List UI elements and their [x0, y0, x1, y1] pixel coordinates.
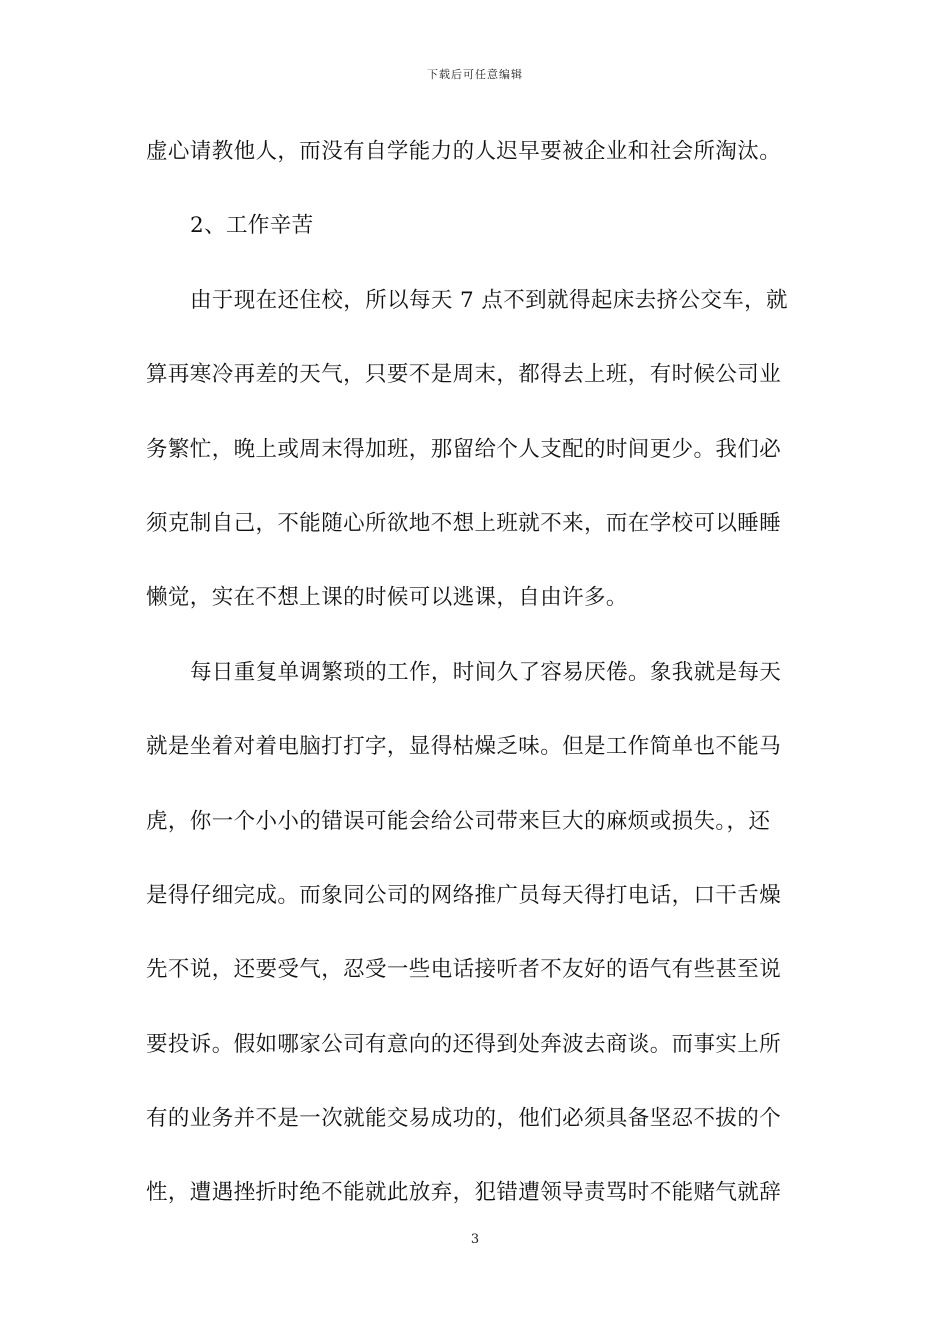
- section-heading: 2、工作辛苦: [190, 213, 314, 239]
- document-body: [146, 128, 806, 1244]
- body-line: 虚心请教他人，而没有自学能力的人迟早要被企业和社会所淘汰。: [146, 139, 782, 164]
- page-header: 下载后可任意编辑: [427, 68, 523, 81]
- body-line: 要投诉。假如哪家公司有意向的还得到处奔波去商谈。而事实上所: [146, 1031, 782, 1057]
- body-line: 懒觉，实在不想上课的时候可以逃课，自由许多。: [146, 585, 628, 611]
- body-line: 有的业务并不是一次就能交易成功的，他们必须具备坚忍不拔的个: [146, 1106, 782, 1132]
- paragraph-start-line: 每日重复单调繁琐的工作，时间久了容易厌倦。象我就是每天: [190, 659, 782, 685]
- body-line: 就是坐着对着电脑打打字，显得枯燥乏味。但是工作简单也不能马: [146, 734, 782, 760]
- page-number: 3: [470, 1232, 480, 1247]
- body-line: 是得仔细完成。而象同公司的网络推广员每天得打电话，口干舌燥: [146, 882, 782, 908]
- body-line: 须克制自己，不能随心所欲地不想上班就不来，而在学校可以睡睡: [146, 510, 782, 536]
- body-line: 务繁忙，晚上或周末得加班，那留给个人支配的时间更少。我们必: [146, 436, 782, 462]
- body-line: 虎，你一个小小的错误可能会给公司带来巨大的麻烦或损失。，还: [146, 808, 771, 834]
- body-line: 先不说，还要受气，忍受一些电话接听者不友好的语气有些甚至说: [146, 957, 782, 983]
- body-line: 算再寒冷再差的天气，只要不是周末，都得去上班，有时候公司业: [146, 362, 782, 388]
- body-line: 性，遭遇挫折时绝不能就此放弃，犯错遭领导责骂时不能赌气就辞: [146, 1180, 782, 1206]
- paragraph-start-line: 由于现在还住校，所以每天 7 点不到就得起床去挤公交车，就: [190, 287, 788, 313]
